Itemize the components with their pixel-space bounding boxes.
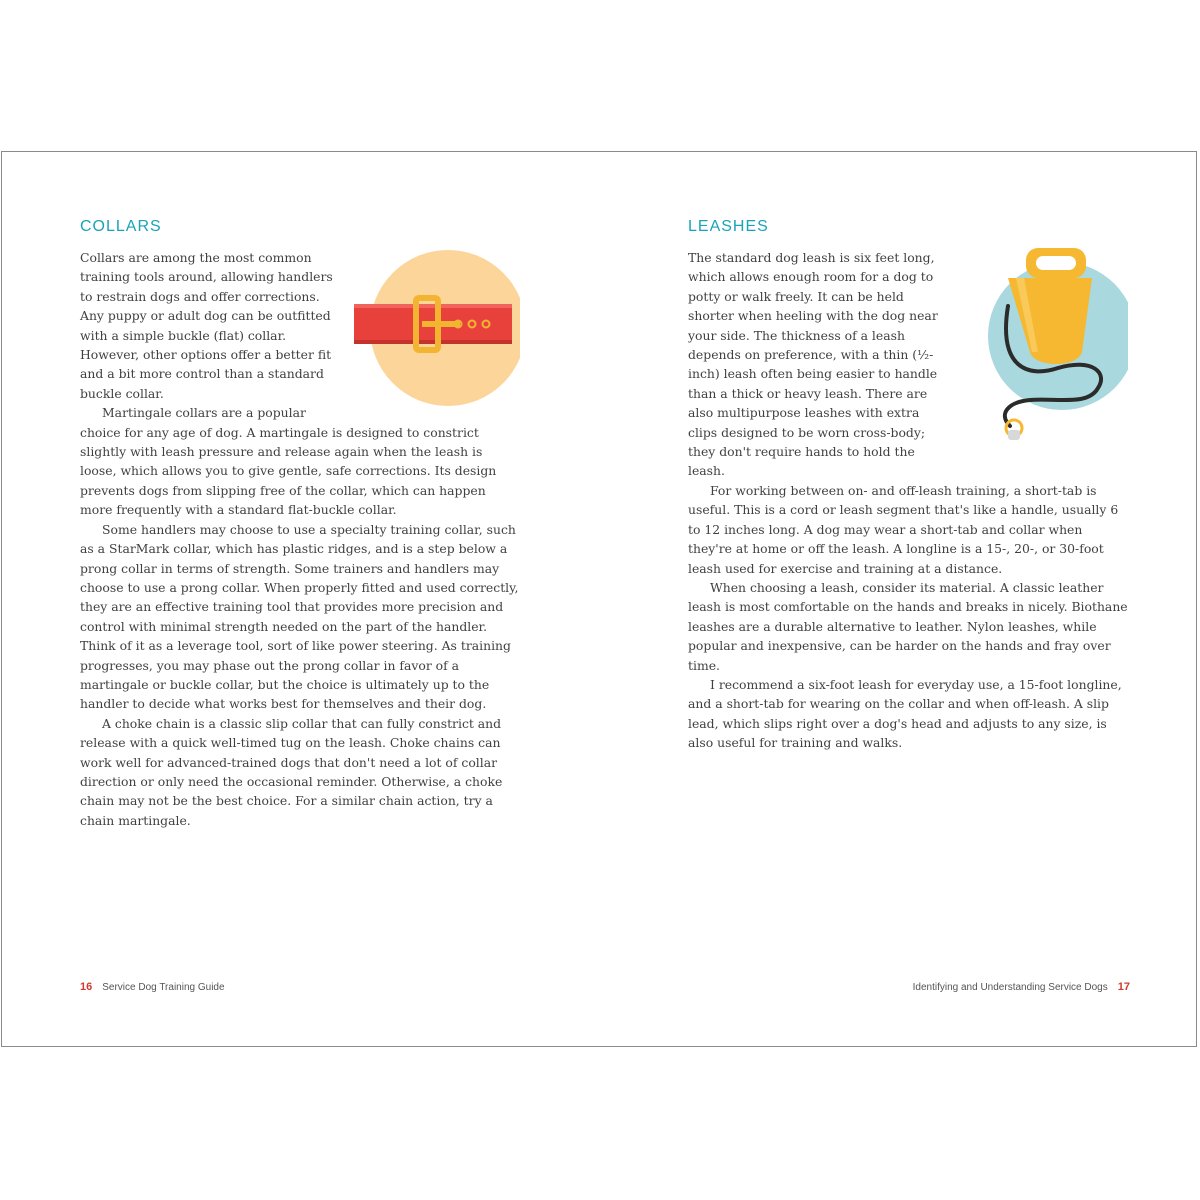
left-page	[80, 152, 520, 1046]
collars-paragraph: Some handlers may choose to use a specialty training collar, such as a StarMark collar, which has plastic ridges, and is a step below a prong collar in terms of strength. Some trainers and handlers may choose to use a prong collar. When properly fitted and used correctly, they are an effective training tool that provides more precision and control with minimal strength needed on the part of the handler. Think of it as a leverage tool, sort of like power steering. As training progresses, you may phase out the prong collar in favor of a martingale or buckle collar, but the choice is ultimately up to the handler to decide what works best for themselves and their dog.	[80, 521, 519, 712]
leashes-paragraph: I recommend a six-foot leash for everyday use, a 15-foot longline, and a short-tab for wearing on the collar and when off-leash. A slip lead, which slips right over a dog's head and adjusts to any size, is also useful for training and walks.	[688, 676, 1122, 751]
dog-collar-icon	[352, 248, 520, 408]
leash-clip	[1008, 430, 1020, 440]
collars-heading: COLLARS	[80, 218, 162, 235]
leashes-paragraph: When choosing a leash, consider its material. A classic leather leash is most comfortable on the hands and breaks in nicely. Biothane leashes are a durable alternative to leather. Nylon leashes, while popular and inexpensive, can be harder on the hands and fray over time.	[688, 579, 1128, 673]
right-folio	[913, 981, 1130, 993]
leashes-heading: LEASHES	[688, 218, 769, 235]
page-number: 17	[1117, 981, 1130, 993]
running-footer-title: Identifying and Understanding Service Dogs	[912, 982, 1108, 993]
leashes-paragraph: The standard dog leash is six feet long, which allows enough room for a dog to potty or walk freely. It can be held shorter when heeling with the dog near your side. The thickness of a leash depends on preference, with a thin (½-inch) leash often being easier to handle than a thick or heavy leash. There are also multipurpose leashes with extra clips designed to be worn cross-body; they don't require hands to hold the leash.	[688, 250, 938, 479]
page-number: 16	[80, 981, 93, 993]
leash-handle-opening	[1036, 256, 1076, 270]
left-folio	[80, 981, 225, 993]
collars-paragraph: A choke chain is a classic slip collar that can fully constrict and release with a quick well-timed tug on the leash. Choke chains can work well for advanced-trained dogs that don't need a lot of collar direction or only need the occasional reminder. Otherwise, a choke chain may not be the best choice. For a similar chain action, try a chain martingale.	[80, 715, 503, 828]
right-page	[688, 152, 1128, 1046]
collars-paragraph: Collars are among the most common training tools around, allowing handlers to restrain dogs and offer corrections. Any puppy or adult dog can be outfitted with a simple buckle (flat) collar. However, other options offer a better fit and a bit more control than a standard buckle collar.	[80, 250, 333, 401]
collars-body	[80, 248, 520, 830]
dog-leash-icon	[958, 248, 1128, 440]
leashes-paragraph: For working between on- and off-leash training, a short-tab is useful. This is a cord or leash segment that's like a handle, usually 6 to 12 inches long. A dog may wear a short-tab and collar when they're at home or off the leash. A longline is a 15-, 20-, or 30-foot leash used for exercise and training at a distance.	[688, 482, 1119, 576]
running-footer-title: Service Dog Training Guide	[102, 982, 225, 993]
collars-paragraph: Martingale collars are a popular choice for any age of dog. A martingale is designed to constrict slightly with leash pressure and release again when the leash is loose, which allows you to give gentle, safe corrections. Its design prevents dogs from slipping free of the collar, which can happen more frequently with a standard flat-buckle collar.	[80, 405, 497, 518]
leashes-body	[688, 248, 1128, 753]
book-spread	[1, 151, 1197, 1047]
